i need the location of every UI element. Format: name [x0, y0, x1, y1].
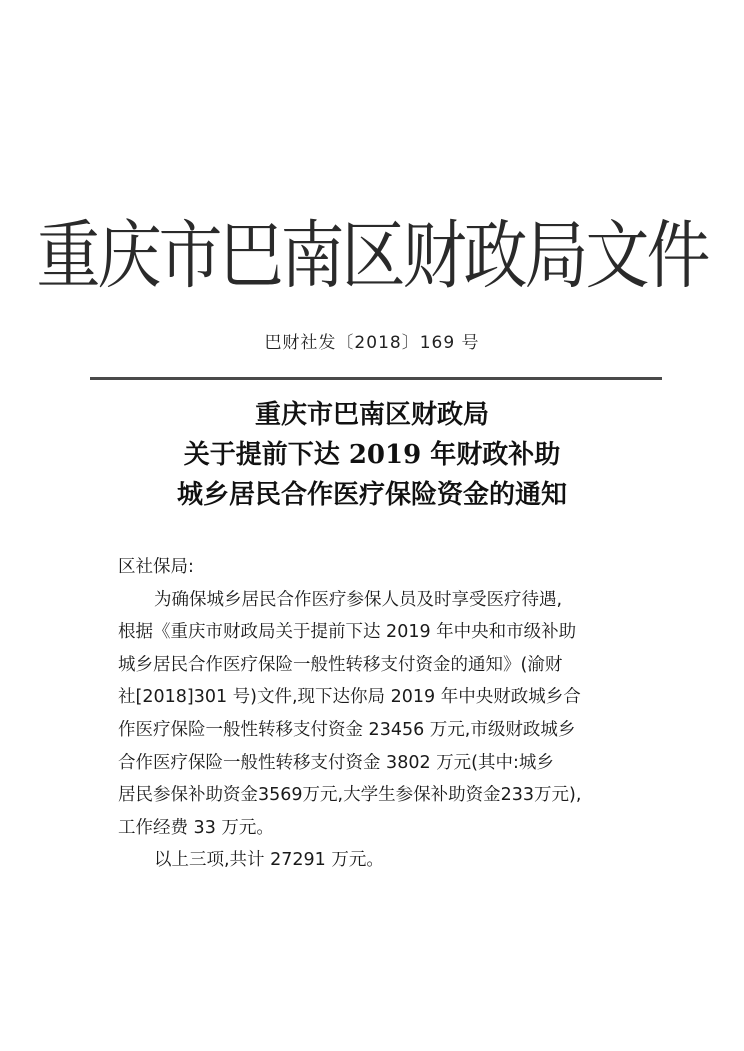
paragraph-2: 以上三项,共计 27291 万元。	[154, 850, 384, 871]
paragraph-1-line: 社[2018]301 号)文件,现下达你局 2019 年中央财政城乡合	[118, 687, 581, 708]
paragraph-1-line: 工作经费 33 万元。	[118, 817, 274, 838]
addressee: 区社保局:	[118, 557, 194, 577]
paragraph-1-line: 城乡居民合作医疗保险一般性转移支付资金的通知》(渝财	[118, 654, 563, 675]
document-number: 巴财社发〔2018〕169 号	[264, 333, 480, 353]
subject-line-1: 重庆市巴南区财政局	[254, 400, 489, 430]
agency-header-title: 重庆市巴南区财政局文件	[36, 214, 708, 300]
paragraph-1	[118, 584, 638, 845]
notice-body	[118, 551, 638, 877]
notice-subject	[0, 395, 744, 515]
subject-line-2: 关于提前下达 2019 年财政补助	[183, 440, 561, 470]
header-divider	[90, 377, 662, 380]
paragraph-1-line: 作医疗保险一般性转移支付资金 23456 万元,市级财政城乡	[118, 719, 576, 740]
paragraph-1-line: 合作医疗保险一般性转移支付资金 3802 万元(其中:城乡	[118, 752, 554, 773]
paragraph-1-line: 为确保城乡居民合作医疗参保人员及时享受医疗待遇,	[154, 589, 563, 610]
subject-line-3: 城乡居民合作医疗保险资金的通知	[176, 480, 567, 510]
paragraph-1-line: 根据《重庆市财政局关于提前下达 2019 年中央和市级补助	[118, 622, 577, 643]
paragraph-1-line: 居民参保补助资金3569万元,大学生参保补助资金233万元),	[118, 785, 582, 806]
